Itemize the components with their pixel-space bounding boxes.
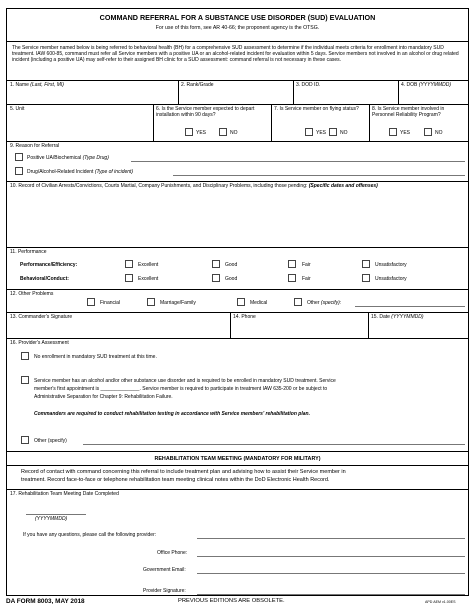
medical-label: Medical: [250, 300, 268, 306]
rehab-date-field[interactable]: [26, 514, 86, 515]
perf-good-checkbox[interactable]: [212, 260, 220, 268]
office-phone-label: Office Phone:: [157, 550, 188, 556]
marriage-family-label: Marriage/Family: [160, 300, 196, 306]
no-label: NO: [340, 130, 348, 136]
questions-label: If you have any questions, please call the following provider:: [23, 532, 157, 538]
divider: [368, 312, 369, 338]
enrollment-required-checkbox[interactable]: [21, 376, 29, 384]
good-label: Good: [225, 262, 238, 268]
q7-label: 7. Is Service member on flying status?: [274, 106, 359, 112]
provider-signature-label: Provider Signature:: [143, 588, 186, 594]
provider-signature-field[interactable]: [197, 594, 465, 595]
divider: [7, 104, 468, 105]
incident-type-field[interactable]: [173, 175, 465, 176]
no-label: NO: [435, 130, 443, 136]
yes-label: YES: [316, 130, 327, 136]
excellent-label: Excellent: [138, 262, 159, 268]
q6-no-checkbox[interactable]: [219, 128, 227, 136]
perf-fair-checkbox[interactable]: [288, 260, 296, 268]
assessment-label: 16. Provider's Assessment: [10, 340, 69, 346]
name-label: 1. Name (Last, First, MI): [10, 82, 64, 88]
date-label: 15. Date (YYYYMMDD): [371, 314, 424, 320]
financial-checkbox[interactable]: [87, 298, 95, 306]
rehab-date-hint: (YYYYMMDD): [35, 516, 68, 522]
other-assessment-label: Other (specify): [34, 438, 67, 444]
other-assessment-field[interactable]: [83, 444, 465, 445]
enrollment-text-line2: member's first appointment is ______________. Service member is required to participate in treatment IAW 635-200 or be subject to: [34, 386, 328, 392]
q6-yes-checkbox[interactable]: [185, 128, 193, 136]
behavioral-conduct-label: Behavioral/Conduct:: [20, 276, 69, 282]
dod-id-label: 3. DOD ID.: [296, 82, 321, 88]
divider: [7, 312, 468, 313]
form-title: COMMAND REFERRAL FOR A SUBSTANCE USE DISORDER (SUD) EVALUATION: [99, 13, 376, 22]
rehab-testing-note: Commanders are required to conduct rehabilitation testing in accordance with Service members' rehabilitation plan.: [34, 411, 310, 417]
divider: [7, 41, 468, 42]
gov-email-label: Government Email:: [143, 567, 186, 573]
other-assessment-checkbox[interactable]: [21, 436, 29, 444]
form-id: DA FORM 8003, MAY 2018: [6, 598, 85, 605]
no-enrollment-label: No enrollment in mandatory SUD treatment at this time.: [34, 354, 157, 360]
phone-field[interactable]: [233, 321, 363, 335]
fair-label: Fair: [302, 276, 311, 282]
rehab-text-line1: Record of contact with command concerning this referral to include treatment plan and advising how to assist their Service member in: [21, 469, 346, 475]
yes-label: YES: [400, 130, 411, 136]
drug-type-field[interactable]: [131, 161, 465, 162]
no-enrollment-checkbox[interactable]: [21, 352, 29, 360]
good-label: Good: [225, 276, 238, 282]
unit-label: 5. Unit: [10, 106, 25, 112]
other-problem-label: Other (specify):: [307, 300, 342, 306]
commander-signature-label: 13. Commander's Signature: [10, 314, 73, 320]
divider: [271, 104, 272, 141]
reason-label: 9. Reason for Referral: [10, 143, 60, 149]
phone-label: 14. Phone: [233, 314, 256, 320]
behav-excellent-checkbox[interactable]: [125, 274, 133, 282]
divider: [293, 80, 294, 104]
incident-label: Drug/Alcohol-Related Incident (Type of incident): [27, 169, 134, 175]
divider: [7, 141, 468, 142]
q7-no-checkbox[interactable]: [329, 128, 337, 136]
positive-ua-checkbox[interactable]: [15, 153, 23, 161]
office-phone-field[interactable]: [197, 556, 465, 557]
date-field[interactable]: [371, 321, 466, 335]
apd-version: APD AEM v1.00ES: [425, 600, 456, 604]
yes-label: YES: [196, 130, 207, 136]
divider: [369, 104, 370, 141]
perf-excellent-checkbox[interactable]: [125, 260, 133, 268]
divider: [7, 451, 468, 452]
divider: [153, 104, 154, 141]
divider: [398, 80, 399, 104]
unsatisfactory-label: Unsatisfactory: [375, 276, 407, 282]
marriage-family-checkbox[interactable]: [147, 298, 155, 306]
fair-label: Fair: [302, 262, 311, 268]
behav-good-checkbox[interactable]: [212, 274, 220, 282]
q8-label: 8. Is Service member involved in Personnel Reliability Program?: [372, 106, 445, 118]
divider: [7, 247, 468, 248]
performance-label: 11. Performance: [10, 249, 47, 255]
divider: [7, 289, 468, 290]
q8-yes-checkbox[interactable]: [389, 128, 397, 136]
unsatisfactory-label: Unsatisfactory: [375, 262, 407, 268]
divider: [7, 465, 468, 466]
medical-checkbox[interactable]: [237, 298, 245, 306]
q7-yes-checkbox[interactable]: [305, 128, 313, 136]
performance-efficiency-label: Performance/Efficiency:: [20, 262, 78, 268]
behav-fair-checkbox[interactable]: [288, 274, 296, 282]
positive-ua-label: Positive UA/Biochemical (Type Drug): [27, 155, 109, 161]
other-problems-label: 12. Other Problems: [10, 291, 54, 297]
rehab-date-label: 17. Rehabilitation Team Meeting Date Completed: [10, 491, 119, 497]
q6-label: 6. Is the Service member expected to depart installation within 90 days?: [156, 106, 255, 118]
financial-label: Financial: [100, 300, 121, 306]
rank-label: 2. Rank/Grade: [181, 82, 214, 88]
commander-signature-field[interactable]: [10, 321, 225, 335]
enrollment-text-line1: Service member has an alcohol and/or other substance use disorder and is required to be enrolled in mandatory SUD treatment. Service: [34, 378, 336, 384]
record-field[interactable]: [10, 191, 465, 245]
incident-checkbox[interactable]: [15, 167, 23, 175]
divider: [7, 338, 468, 339]
divider: [178, 80, 179, 104]
behav-unsatisfactory-checkbox[interactable]: [362, 274, 370, 282]
obsolete-notice: PREVIOUS EDITIONS ARE OBSOLETE.: [178, 598, 285, 604]
divider: [7, 181, 468, 182]
divider: [7, 489, 468, 490]
form-page: [6, 8, 469, 596]
rehab-heading: REHABILITATION TEAM MEETING (MANDATORY FOR MILITARY): [154, 456, 321, 462]
no-label: NO: [230, 130, 238, 136]
divider: [230, 312, 231, 338]
form-subtitle: For use of this form, see AR 40-66; the proponent agency is the OTSG.: [155, 25, 320, 31]
enrollment-text-line3: Administrative Separation for Chapter 9: Rehabilitation Failure.: [34, 394, 173, 400]
perf-unsatisfactory-checkbox[interactable]: [362, 260, 370, 268]
provider-field[interactable]: [197, 538, 465, 539]
record-label: 10. Record of Civilian Arrests/Convictions, Courts Martial, Company Punishments, and Disciplinary Problems, including those pending: (Specific dates and offenses): [10, 183, 378, 189]
other-problem-checkbox[interactable]: [294, 298, 302, 306]
rehab-text-line2: treatment. Record face-to-face or telephone rehabilitation team meeting clinical notes within the DoD Electronic Health Record.: [21, 477, 330, 483]
other-problem-field[interactable]: [355, 306, 465, 307]
dob-label: 4. DOB (YYYYMMDD): [401, 82, 452, 88]
intro-text: The Service member named below is being referred to behavioral health (BH) for a comprehensive SUD assessment to determine if the individual meets criteria for enrollment into mandatory SUD treatment. IAW 600-85, command must refer all Service members with a positive UA or an alcohol-related incident for evaluation within 5 days. Service members not involved in an alcohol or drug related incident (including a positive UA) may self-refer to their assigned BH clinic for a SUD assessment: command referral is not necessary in these cases.: [12, 45, 459, 64]
q8-no-checkbox[interactable]: [424, 128, 432, 136]
excellent-label: Excellent: [138, 276, 159, 282]
gov-email-field[interactable]: [197, 573, 465, 574]
